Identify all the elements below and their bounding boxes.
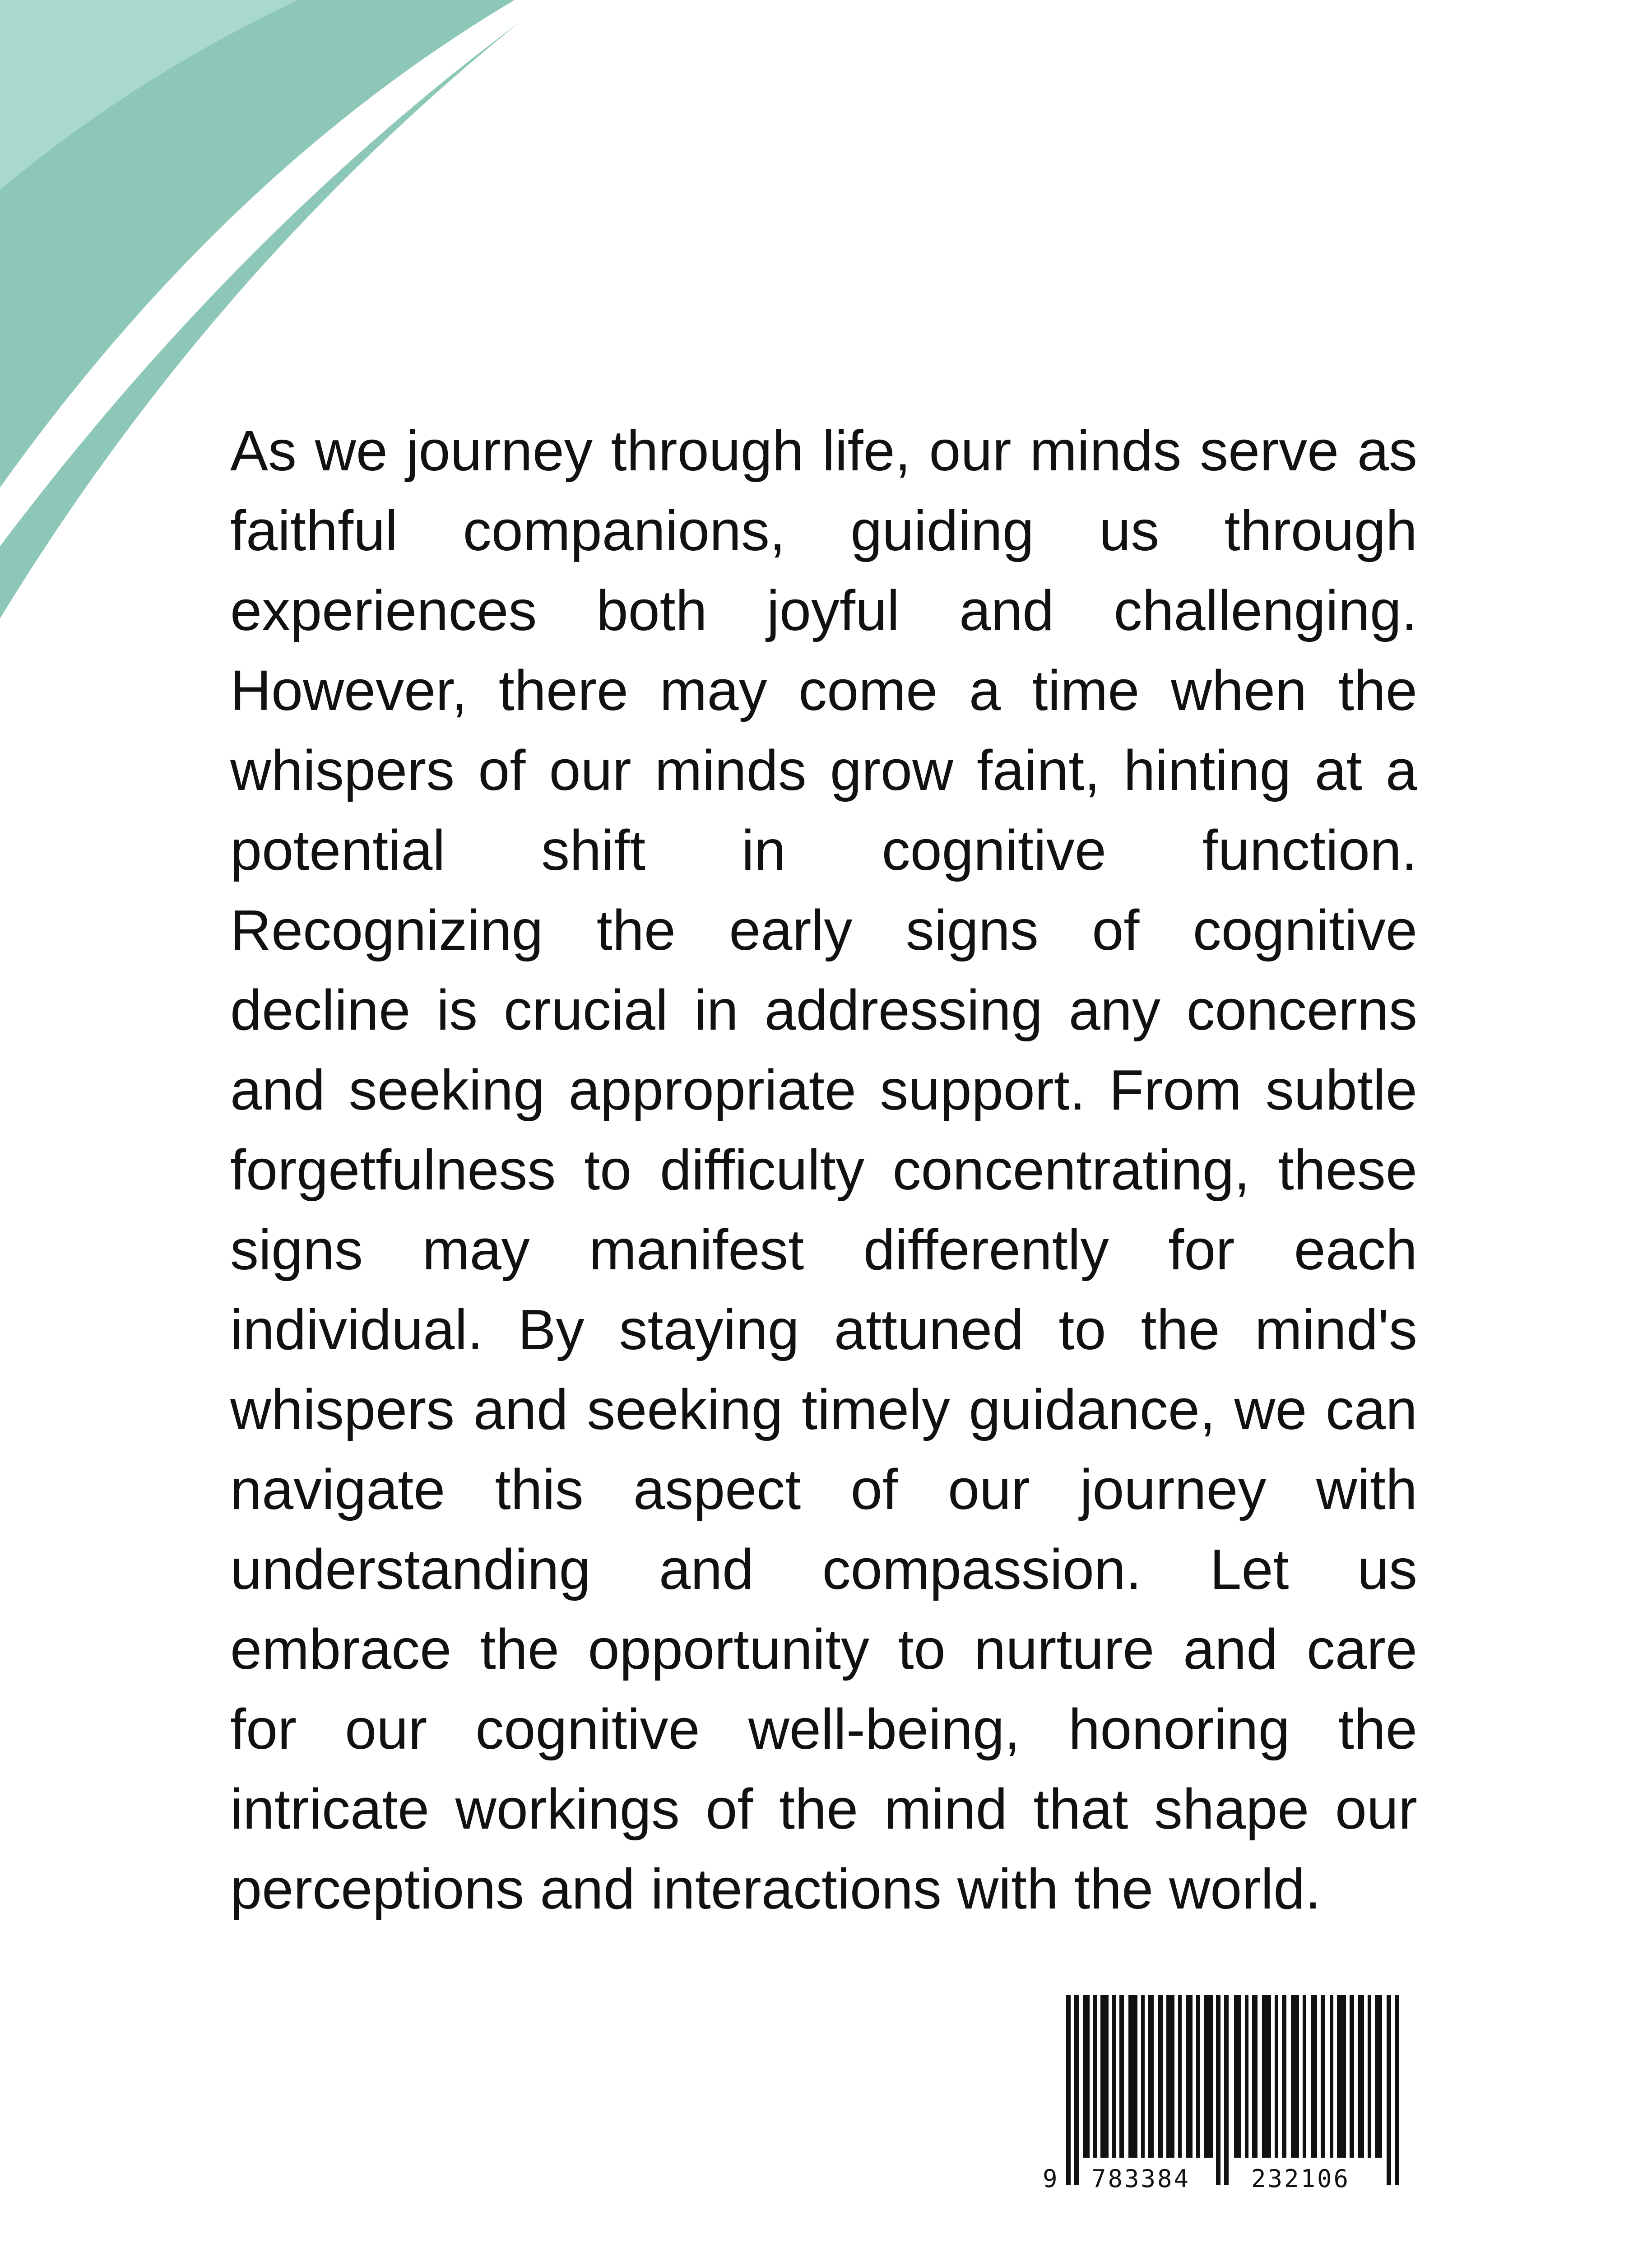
back-cover-blurb: As we journey through life, our minds serve as faithful companions, guiding us through experiences both joyful and challenging. However, there may come a time when the whispers of our minds grow faint, hinting at a potential shift in cognitive function. Recognizing the early signs of cognitive decline is crucial in addressing any concerns and seeking appropriate support. From subtle forgetfulness to difficulty concentrating, these signs may manifest differently for each individual. By staying attuned to the mind's whispers and seeking timely guidance, we can navigate this aspect of our journey with understanding and compassion. Let us embrace the opportunity to nurture and care for our cognitive well-being, honoring the intricate workings of the mind that shape our perceptions and interactions with the world. (230, 419, 1417, 1921)
barcode-digits (1043, 1995, 1408, 2194)
barcode-lead-digit: 9 (1043, 2164, 1058, 2193)
isbn-barcode (1043, 1995, 1408, 2194)
barcode-right-group: 232106 (1251, 2164, 1350, 2193)
barcode-left-group: 783384 (1091, 2164, 1191, 2193)
